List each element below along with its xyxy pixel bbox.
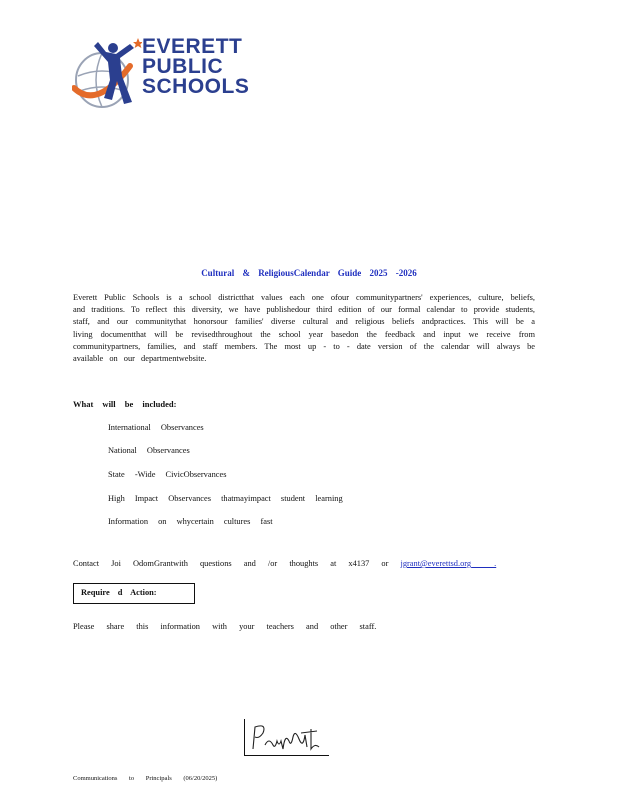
list-item — [90, 423, 204, 432]
required-action-box: Require d Action: — [73, 583, 195, 604]
footer-note: Communications to Principals (06/20/2025) — [73, 775, 218, 782]
logo-line-3: SCHOOLS — [142, 75, 250, 98]
signature — [244, 719, 329, 756]
contact-line: Contact Joi OdomGrantwith questions and /or thoughts at x4137 or jgrant@everettsd.org . — [73, 559, 497, 568]
logo-emblem-icon — [72, 36, 142, 114]
list-item — [90, 446, 190, 455]
list-item — [90, 494, 343, 503]
list-item-text: International Observances — [108, 423, 204, 432]
document-title: Cultural & ReligiousCalendar Guide 2025 -2026 — [201, 268, 417, 278]
list-item — [90, 517, 273, 526]
list-heading: What will be included: — [73, 399, 177, 409]
list-item — [90, 470, 226, 479]
signature-icon — [245, 719, 329, 755]
share-instruction: Please share this information with your teachers and other staff. — [73, 622, 377, 631]
intro-paragraph: Everett Public Schools is a school districtthat values each one ofour communitypartners' experiences, culture, beliefs, and traditions. To reflect this diversity, we have publishedour third edition of our formal calendar to provide students, staff, and our communitythat honorsour families' diverse cultural and religious beliefs andpractices. This will be a living documentthat will be revisedthroughout the school year basedon the feedback and input we receive from communitypartners, families, and staff members. The most up - to - date version of the calendar will always be available on our departmentwebsite. — [73, 293, 535, 364]
list-item-text: State -Wide CivicObservances — [108, 470, 227, 479]
list-item-text: Information on whycertain cultures fast — [108, 517, 273, 526]
logo-wordmark — [142, 37, 249, 97]
contact-text: Contact Joi OdomGrantwith questions and /or thoughts at x4137 or — [73, 559, 389, 568]
logo-line-1: EVERETT — [142, 35, 243, 58]
list-item-text: High Impact Observances thatmayimpact student learning — [108, 494, 343, 503]
logo-line-2: PUBLIC — [142, 55, 224, 78]
list-item-text: National Observances — [108, 446, 190, 455]
contact-email-link[interactable]: jgrant@everettsd.org — [400, 559, 472, 568]
